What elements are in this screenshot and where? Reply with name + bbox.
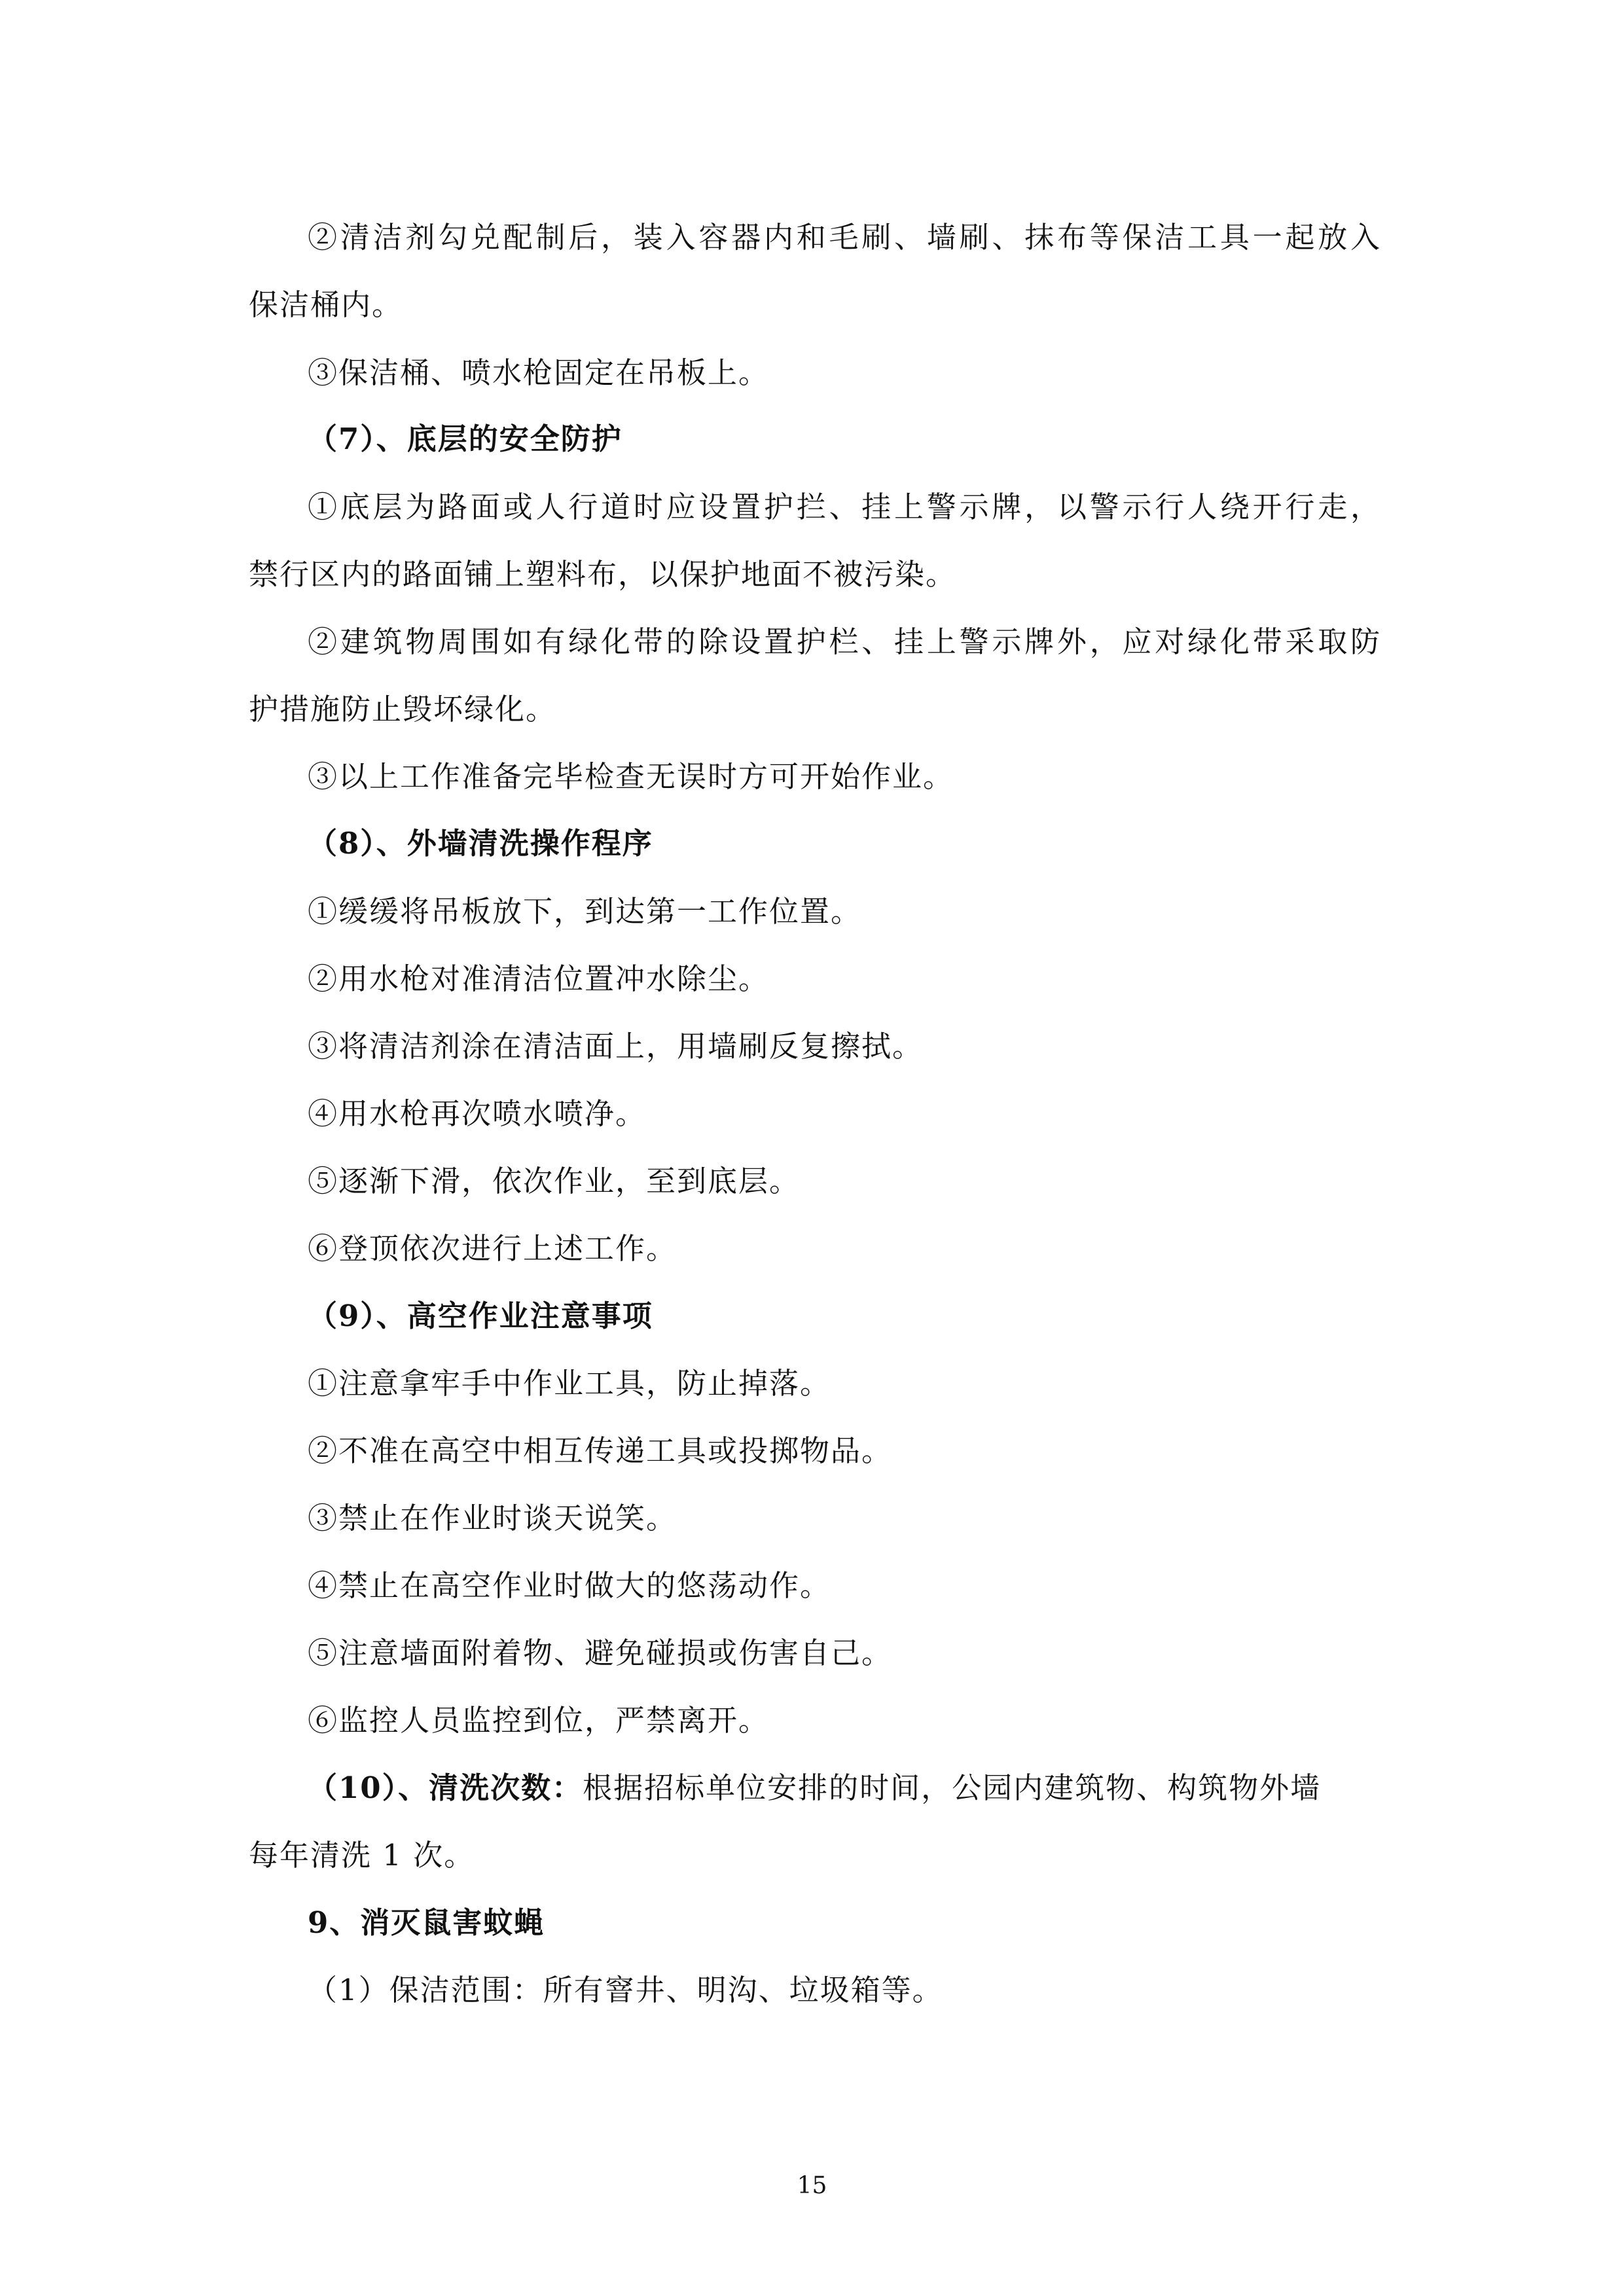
paragraph: ⑥监控人员监控到位，严禁离开。 xyxy=(308,1703,770,1738)
paragraph: ⑥登顶依次进行上述工作。 xyxy=(308,1231,677,1266)
paragraph-line: 禁行区内的路面铺上塑料布，以保护地面不被污染。 xyxy=(249,557,957,592)
section-heading-7: （7）、底层的安全防护 xyxy=(308,422,623,456)
paragraph: ⑤逐渐下滑，依次作业，至到底层。 xyxy=(308,1164,801,1198)
paragraph-line: ①底层为路面或人行道时应设置护拦、挂上警示牌，以警示行人绕开行走， xyxy=(308,490,1381,524)
section-heading-10 xyxy=(308,1768,1381,1808)
paragraph: ②用水枪对准清洁位置冲水除尘。 xyxy=(308,961,770,996)
paragraph: ①注意拿牢手中作业工具，防止掉落。 xyxy=(308,1366,831,1401)
section-heading-10-text: 根据招标单位安排的时间，公园内建筑物、构筑物外墙 xyxy=(583,1770,1322,1805)
paragraph: ③禁止在作业时谈天说笑。 xyxy=(308,1501,677,1535)
section-heading-8: （8）、外墙清洗操作程序 xyxy=(308,826,653,861)
page-number: 15 xyxy=(797,2172,827,2199)
section-heading-10-label: （10）、清洗次数： xyxy=(308,1770,583,1805)
paragraph-line: 每年清洗 1 次。 xyxy=(249,1838,475,1873)
paragraph: ④用水枪再次喷水喷净。 xyxy=(308,1096,647,1131)
paragraph: ③以上工作准备完毕检查无误时方可开始作业。 xyxy=(308,759,954,794)
section-heading-9: （9）、高空作业注意事项 xyxy=(308,1299,653,1333)
paragraph-line: ②建筑物周围如有绿化带的除设置护栏、挂上警示牌外，应对绿化带采取防 xyxy=(308,624,1381,659)
paragraph-line: ②清洁剂勾兑配制后，装入容器内和毛刷、墙刷、抹布等保洁工具一起放入 xyxy=(308,220,1381,255)
paragraph: ③保洁桶、喷水枪固定在吊板上。 xyxy=(308,355,770,390)
paragraph: ①缓缓将吊板放下，到达第一工作位置。 xyxy=(308,894,862,929)
paragraph: ②不准在高空中相互传递工具或投掷物品。 xyxy=(308,1433,893,1468)
paragraph: ③将清洁剂涂在清洁面上，用墙刷反复擦拭。 xyxy=(308,1029,924,1064)
paragraph: ⑤注意墙面附着物、避免碰损或伤害自己。 xyxy=(308,1636,893,1670)
main-section-heading: 9、消灭鼠害蚊蝇 xyxy=(308,1905,545,1940)
paragraph-line: 保洁桶内。 xyxy=(249,287,403,322)
paragraph: （1）保洁范围：所有窨井、明沟、垃圾箱等。 xyxy=(308,1973,943,2007)
paragraph-line: 护措施防止毁坏绿化。 xyxy=(249,692,557,726)
paragraph: ④禁止在高空作业时做大的悠荡动作。 xyxy=(308,1568,831,1603)
